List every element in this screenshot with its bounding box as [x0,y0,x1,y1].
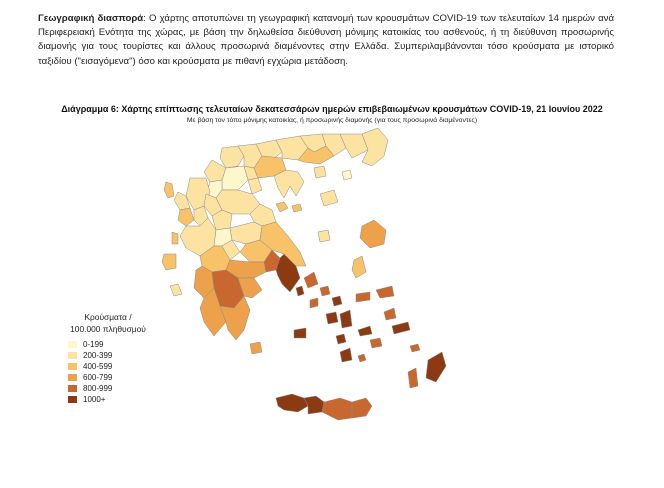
region-thira [340,348,352,362]
legend-item [68,394,158,405]
region-sporades-2 [292,204,302,212]
region-lasithi [352,398,372,418]
region-sporades [276,202,288,212]
region-corfu [164,182,174,198]
legend-item [68,372,158,383]
region-zakynthos [170,284,182,296]
region-kozani [222,166,248,190]
region-preveza [178,208,194,226]
region-samothraki [342,170,352,180]
region-irakleio [322,398,352,420]
region-anafi [358,354,366,362]
region-skyros [318,230,330,242]
intro-text: : Ο χάρτης αποτυπώνει τη γεωγραφική κατανομή των κρουσμάτων COVID-19 των τελευταίων 14 ημερών ανά Περιφερειακή Ενότητα της χώρας, με βάση την δηλωθείσα διεύθυνση μόνιμης κατοικίας του ασθενούς, ή τη διεύθυνση προσωρινής διαμονής για τους τουρίστες και άλλους προσωρινά διαμένοντες στην Ελλάδα. Συμπεριλαμβάνονται τόσο κρούσματα με ιστορικό ταξιδίου ("εισαγόμενα") όσο και κρούσματα με πιθανή εγχώρια μετάδοση. [38,13,614,67]
legend-swatch [68,396,77,403]
legend-label: 0-199 [83,340,104,349]
region-andros [304,272,318,288]
legend-items [58,339,158,405]
region-kea [296,286,304,296]
legend-title [58,311,158,335]
map-title: Διάγραμμα 6: Χάρτης επίπτωσης τελευταίων δεκατεσσάρων ημερών επιβεβαιωμένων κρουσμάτων COVID-19, 21 Ιουνίου 2022 [61,104,603,114]
region-tinos [320,286,330,296]
region-lemnos [320,190,338,206]
legend-label: 200-399 [83,351,113,360]
region-kythira [250,342,262,354]
region-kefalonia [162,254,176,270]
legend-swatch [68,374,77,381]
region-lesvos [360,220,386,248]
legend-swatch [68,352,77,359]
legend-label: 600-799 [83,373,113,382]
legend-label: 800-999 [83,384,113,393]
region-karpathos [408,368,418,388]
intro-label: Γεωγραφική διασπορά [38,13,144,24]
map-legend [58,311,158,405]
region-pieria [248,178,262,194]
region-lefkada [172,232,178,244]
region-thasos [314,166,326,178]
region-chalkidiki [274,170,304,198]
region-kalymnos [384,308,396,320]
region-mykonos [332,296,342,306]
legend-label: 1000+ [83,395,106,404]
region-rhodes [426,352,446,382]
map-subtitle: Με βάση τον τόπο μόνιμης κατοικίας, ή προσωρινής διαμονής (για τους προσωρινά διαμένοντες) [186,117,478,124]
legend-item [68,361,158,372]
region-ios [336,334,346,344]
legend-title-line1: Κρούσματα / [84,312,132,322]
region-syros [310,298,318,308]
legend-item [68,350,158,361]
region-ikaria [356,292,370,302]
region-chios [352,256,366,278]
legend-swatch [68,385,77,392]
legend-swatch [68,363,77,370]
legend-item [68,339,158,350]
legend-item [68,383,158,394]
region-milos [294,328,306,338]
legend-label: 400-599 [83,362,113,371]
region-astypalaia [370,338,382,348]
region-naxos [340,310,352,328]
region-chania [276,394,308,412]
legend-swatch [68,341,77,348]
region-kos [392,322,410,334]
region-paros [326,312,338,324]
region-tilos [410,344,420,352]
legend-title-line2: 100.000 πληθυσμού [70,324,146,334]
region-samos [376,286,394,298]
region-amorgos [358,326,372,336]
